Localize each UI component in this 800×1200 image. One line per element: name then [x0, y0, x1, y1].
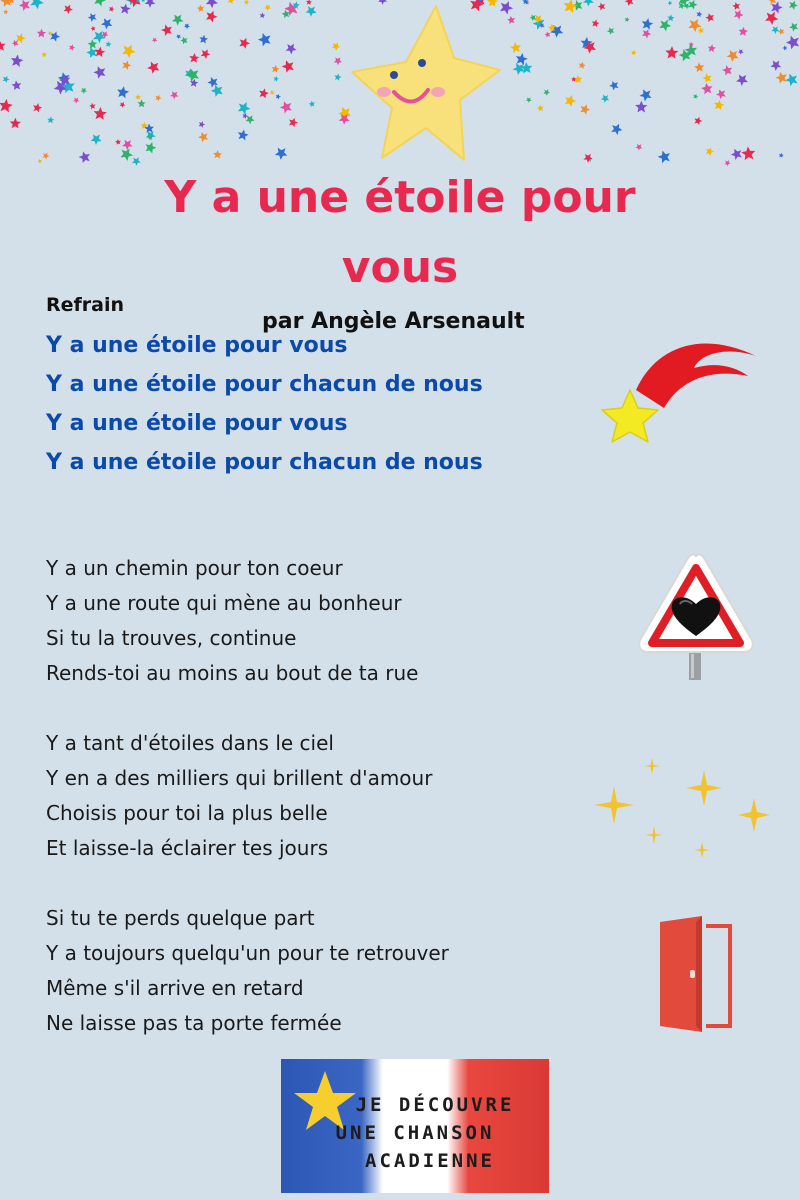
confetti-star [591, 19, 600, 28]
confetti-star [1, 75, 10, 84]
confetti-star [87, 38, 99, 50]
confetti-star [68, 43, 76, 51]
confetti-star [145, 58, 162, 75]
confetti-star [28, 0, 46, 10]
confetti-star [77, 149, 93, 165]
acadian-flag-badge [281, 1059, 549, 1193]
confetti-star [9, 117, 21, 128]
confetti-star [37, 158, 43, 165]
verse-line: Y a toujours quelqu'un pour te retrouver [46, 941, 449, 965]
confetti-star [236, 99, 253, 116]
confetti-star [640, 27, 652, 39]
confetti-star [140, 0, 146, 3]
sparkles-icon [588, 754, 773, 864]
confetti-star [72, 96, 81, 105]
confetti-star [204, 0, 221, 9]
confetti-star [275, 93, 282, 100]
confetti-star [769, 57, 784, 72]
confetti-star [571, 76, 577, 81]
confetti-star [88, 101, 97, 110]
confetti-star [62, 2, 75, 14]
confetti-star [119, 3, 131, 15]
confetti-star [143, 140, 157, 154]
confetti-star [608, 79, 621, 92]
confetti-star [237, 36, 251, 50]
confetti-star [183, 22, 191, 30]
confetti-star [41, 51, 48, 59]
refrain-label: Refrain [46, 294, 125, 316]
confetti-star [525, 96, 533, 104]
refrain-line: Y a une étoile pour chacun de nous [46, 450, 483, 475]
confetti-star [160, 22, 176, 38]
confetti-star [0, 38, 8, 53]
verse-line: Y a tant d'étoiles dans le ciel [46, 731, 334, 755]
confetti-star [120, 137, 135, 152]
confetti-star [631, 49, 637, 55]
confetti-star [280, 57, 297, 74]
confetti-star [37, 28, 47, 37]
verse-line: Y en a des milliers qui brillent d'amour [46, 766, 433, 790]
confetti-star [738, 26, 748, 36]
confetti-star [782, 44, 789, 51]
confetti-star [48, 30, 61, 43]
confetti-star [700, 81, 715, 96]
verse-line: Si tu la trouves, continue [46, 626, 297, 650]
confetti-star [304, 3, 319, 18]
confetti-star [704, 11, 716, 23]
verse-line: Ne laisse pas ta porte fermée [46, 1011, 342, 1035]
confetti-star [175, 33, 182, 40]
confetti-star [17, 0, 33, 13]
confetti-star [697, 26, 706, 35]
confetti-star [199, 34, 209, 44]
confetti-star [667, 14, 675, 22]
confetti-star [226, 0, 235, 4]
refrain-line: Y a une étoile pour vous [46, 333, 348, 358]
confetti-star [258, 87, 270, 99]
verse-line: Choisis pour toi la plus belle [46, 801, 328, 825]
confetti-star [256, 30, 274, 48]
confetti-star [197, 130, 211, 144]
confetti-star [92, 63, 109, 80]
confetti-star [667, 0, 674, 6]
badge-line: UNE CHANSON [335, 1122, 495, 1144]
confetti-star [563, 93, 578, 107]
confetti-star [189, 52, 200, 63]
shooting-star-icon [598, 328, 763, 450]
verse-1 [46, 551, 418, 691]
confetti-star [778, 152, 784, 157]
confetti-star [729, 146, 745, 162]
confetti-star [92, 0, 107, 7]
confetti-star [737, 48, 745, 56]
confetti-star [606, 25, 616, 35]
confetti-star [784, 71, 800, 88]
confetti-star [273, 75, 280, 82]
confetti-star [284, 41, 299, 56]
verse-line: Rends-toi au moins au bout de ta rue [46, 661, 419, 685]
confetti-star [713, 99, 725, 110]
confetti-star [287, 116, 299, 128]
confetti-star [578, 103, 591, 116]
verse-3 [46, 901, 449, 1041]
verse-line: Et laisse-la éclairer tes jours [46, 836, 329, 860]
confetti-star [269, 89, 276, 96]
confetti-star [787, 0, 799, 11]
confetti-star [263, 3, 272, 12]
confetti-star [506, 15, 517, 26]
confetti-star [609, 121, 624, 136]
confetti-star [243, 0, 249, 5]
confetti-star [509, 40, 523, 55]
refrain-line: Y a une étoile pour vous [46, 411, 348, 436]
confetti-star [600, 92, 612, 104]
confetti-star [788, 20, 800, 33]
refrain-lyrics [46, 326, 483, 482]
confetti-star [189, 78, 198, 87]
confetti-star [704, 146, 715, 157]
confetti-star [135, 93, 142, 100]
confetti-star [137, 99, 145, 107]
song-title: Y a une étoile pour vous [164, 172, 636, 293]
confetti-star [635, 100, 648, 112]
confetti-star [121, 59, 133, 70]
confetti-star [634, 142, 644, 152]
confetti-star [89, 131, 104, 146]
confetti-star [204, 8, 219, 23]
confetti-star [170, 11, 186, 27]
confetti-star [308, 100, 316, 109]
confetti-star [544, 30, 552, 38]
confetti-star [179, 35, 189, 45]
confetti-star [784, 32, 800, 51]
confetti-star [87, 11, 99, 23]
confetti-star [259, 12, 265, 18]
confetti-star [721, 63, 735, 77]
verse-line: Y a un chemin pour ton coeur [46, 556, 343, 580]
confetti-star [99, 15, 115, 31]
confetti-star [116, 85, 130, 99]
confetti-star [707, 44, 716, 53]
confetti-star [41, 151, 50, 160]
confetti-star [273, 144, 290, 161]
verse-2 [46, 726, 432, 866]
confetti-star [0, 98, 14, 113]
confetti-star [90, 25, 97, 32]
confetti-star [732, 8, 745, 21]
confetti-star [143, 0, 158, 9]
confetti-star [278, 98, 295, 115]
confetti-star [693, 115, 703, 125]
confetti-star [3, 9, 9, 14]
confetti-star [10, 53, 24, 67]
confetti-star [770, 24, 781, 35]
confetti-star [108, 5, 115, 12]
confetti-star [696, 10, 703, 17]
confetti-star [740, 144, 758, 162]
confetti-star [120, 41, 138, 59]
smiling-star-icon [338, 0, 508, 175]
confetti-star [723, 159, 731, 167]
confetti-star [119, 100, 127, 108]
confetti-star [581, 0, 596, 8]
verse-line: Même s'il arrive en retard [46, 976, 304, 1000]
badge-caption [281, 1091, 549, 1175]
confetti-star [213, 150, 223, 159]
confetti-star [236, 128, 249, 141]
confetti-star [624, 0, 636, 7]
confetti-star [115, 138, 123, 146]
confetti-star [578, 61, 586, 69]
confetti-star [198, 120, 207, 128]
confetti-star [154, 94, 162, 102]
confetti-star [93, 106, 107, 120]
confetti-star [702, 72, 714, 84]
confetti-star [715, 87, 729, 101]
open-door-icon [656, 914, 734, 1034]
confetti-star [777, 27, 786, 36]
heart-road-sign-icon [636, 552, 756, 682]
confetti-star [542, 88, 551, 97]
confetti-star [151, 36, 158, 43]
badge-line: JE DÉCOUVRE [355, 1094, 515, 1116]
confetti-star [169, 89, 181, 101]
confetti-star [199, 47, 212, 60]
confetti-star [641, 17, 654, 30]
confetti-star [624, 17, 630, 23]
confetti-star [687, 0, 699, 10]
confetti-star [597, 1, 608, 12]
confetti-star [638, 86, 655, 103]
confetti-star [693, 61, 706, 74]
confetti-star [582, 151, 595, 164]
confetti-star [536, 104, 545, 113]
confetti-star [734, 71, 750, 87]
confetti-star [306, 0, 313, 5]
confetti-star [32, 102, 43, 113]
verse-line: Y a une route qui mène au bonheur [46, 591, 402, 615]
confetti-star [725, 47, 742, 64]
refrain-line: Y a une étoile pour chacun de nous [46, 372, 483, 397]
badge-line: ACADIENNE [365, 1150, 495, 1172]
confetti-star [731, 1, 742, 12]
confetti-star [774, 69, 790, 85]
confetti-star [206, 74, 221, 89]
confetti-star [196, 3, 206, 13]
confetti-star [665, 46, 679, 59]
confetti-star [11, 79, 24, 92]
song-author: par Angèle Arsenault [262, 309, 525, 334]
confetti-star [80, 86, 89, 95]
confetti-star [271, 64, 280, 73]
confetti-star [47, 116, 55, 124]
confetti-star [105, 41, 112, 48]
confetti-star [692, 93, 699, 100]
verse-line: Si tu te perds quelque part [46, 906, 315, 930]
